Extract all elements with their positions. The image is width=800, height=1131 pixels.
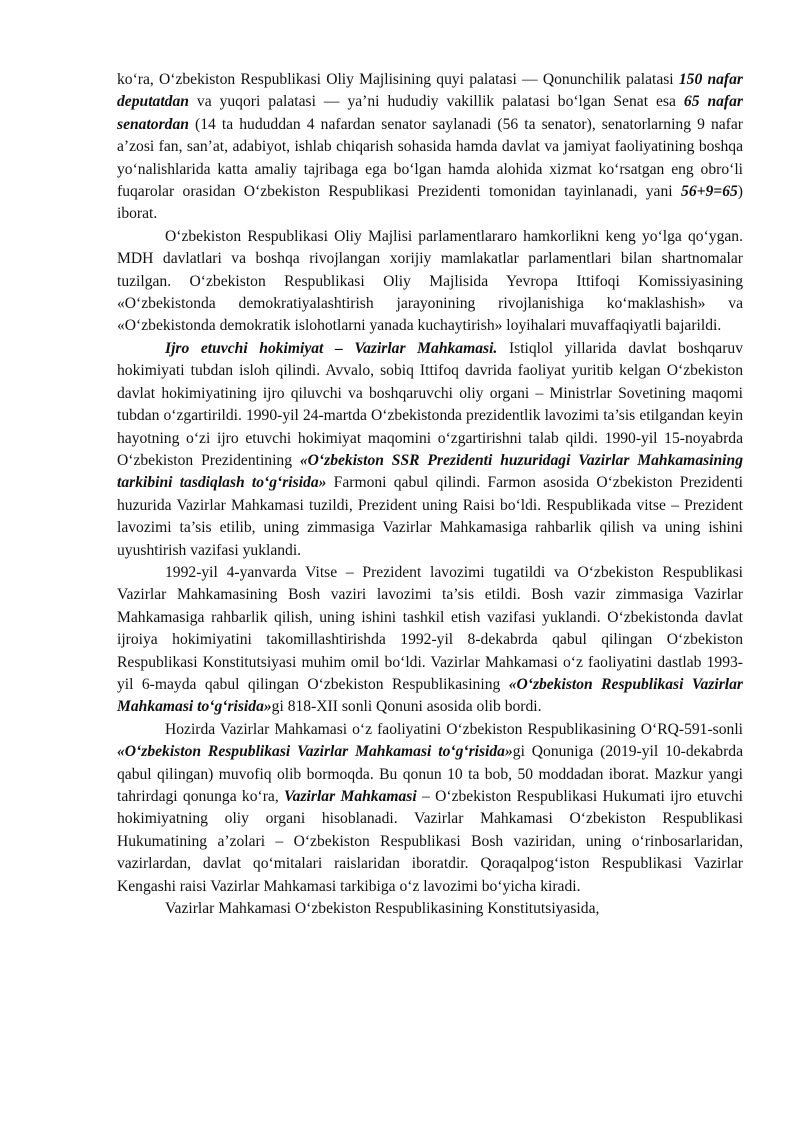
text-run: ko‘ra, O‘zbekiston Respublikasi Oliy Majlisining quyi palatasi — Qonunchilik palatasi: [117, 71, 679, 88]
paragraph-executive-power: [117, 338, 743, 562]
emphasis-law-title: «O‘zbekiston Respublikasi Vazirlar Mahkamasi to‘g‘risida»: [117, 743, 513, 761]
paragraph-continuation: [117, 898, 743, 920]
text-run: 1992-yil 4-yanvarda Vitse – Prezident lavozimi tugatildi va O‘zbekiston Respublikasi Vazirlar Mahkamasining Bosh vaziri lavozimi ta’sis etildi. Bosh vazir zimmasiga Vazirlar Mahkamasiga rahbarlik qilish, uning ishini tashkil etish vazifasi yuklandi. O‘zbekistonda davlat ijroiya hokimiyatini takomillashtirishda 1992-yil 8-dekabrda qabul qilingan O‘zbekiston Respublikasi Konstitutsiyasi muhim omil bo‘ldi. Vazirlar Mahkamasi o‘z faoliyatini dastlab 1993-yil 6-mayda qabul qilingan O‘zbekiston Respublikasining: [117, 563, 743, 693]
emphasis-law-title: «O‘zbekiston Respublikasi Vazirlar Mahkamasi to‘g‘risida»: [117, 675, 743, 716]
text-run: Hozirda Vazirlar Mahkamasi o‘z faoliyatini O‘zbekiston Respublikasining O‘RQ-591-sonli: [165, 720, 743, 738]
text-run: (14 ta hududdan 4 nafardan senator saylanadi (56 ta senator), senatorlarning 9 nafar a’zosi fan, san’at, adabiyot, ishlab chiqarish sohasida hamda davlat va jamiyat faoliyatining boshqa yo‘nalishlarida katta amaliy tajribaga ega bo‘lgan hamda alohida xizmat ko‘rsatgan eng obro‘li fuqarolar orasidan O‘zbekiston Respublikasi Prezidenti tomonidan tayinlanadi, yani: [117, 115, 743, 201]
emphasis-deputies: 150 nafar deputatdan: [117, 71, 743, 111]
text-run: gi Qonuniga (2019-yil 10-dekabrda qabul qilingan) muvofiq olib bormoqda. Bu qonun 10 ta bob, 50 moddadan iborat. Mazkur yangi tahrirdagi qonunga ko‘ra,: [117, 743, 743, 805]
text-run: – O‘zbekiston Respublikasi Hukumati ijro etuvchi hokimiyatning oliy organi hisoblanadi. Vazirlar Mahkamasi O‘zbekiston Respublikasi Hukumatining a’zolari – O‘zbekiston Respublikasi Bosh vaziridan, uning o‘rinbosarlaridan, vazirlardan, davlat qo‘mitalari raislaridan iboratdir. Qoraqalpog‘iston Respublikasi Vazirlar Kengashi raisi Vazirlar Mahkamasi tarkibiga o‘z lavozimi bo‘yicha kiradi.: [117, 788, 743, 895]
text-run: Farmoni qabul qilindi. Farmon asosida O‘zbekiston Prezidenti huzurida Vazirlar Mahkamasi tuzildi, Prezident uning Raisi bo‘ldi. Respublikada vitse – Prezident lavozimi ta’sis etilib, uning zimmasiga Vazirlar Mahkamasiga rahbarlik qilish va uning ishini uyushtirish vazifasi yuklandi.: [117, 474, 743, 559]
document-page: [117, 69, 743, 920]
paragraph-current-law: [117, 719, 743, 898]
text-run: Istiqlol yillarida davlat boshqaruv hokimiyati tubdan isloh qilindi. Avvalo, sobiq Ittifoq davrida faoliyat yuritib kelgan O‘zbekiston davlat hokimiyatining ijro qiluvchi va boshqaruvchi oliy organi – Ministrlar Sovetining maqomi tubdan o‘zgartirildi. 1990-yil 24-martda O‘zbekistonda prezidentlik lavozimi ta’sis etilgandan keyin hayotning o‘zi ijro etuvchi hokimiyat maqomini o‘zgartirishni talab qildi. 1990-yil 15-noyabrda O‘zbekiston Prezidentining: [117, 339, 743, 469]
paragraph-1992-reform: [117, 562, 743, 719]
text-run: Vazirlar Mahkamasi O‘zbekiston Respublikasining Konstitutsiyasida,: [165, 900, 600, 918]
text-run: va yuqori palatasi — ya’ni hududiy vakillik palatasi bo‘lgan Senat esa: [188, 93, 684, 111]
paragraph-parliament-composition: [117, 69, 743, 226]
text-run: O‘zbekiston Respublikasi Oliy Majlisi parlamentlararo hamkorlikni keng yo‘lga qo‘ygan. MDH davlatlari va boshqa rivojlangan xorijiy mamlakatlar parlamentlari bilan shartnomalar tuzilgan. O‘zbekiston Respublikasi Oliy Majlisida Yevropa Ittifoqi Komissiyasining «O‘zbekistonda demokratiyalashtirish jarayonining rivojlanishiga ko‘maklashish» va «O‘zbekistonda demokratik islohotlarni yanada kuchaytirish» loyihalari muvaffaqiyatli bajarildi.: [117, 227, 743, 335]
emphasis-cabinet: Vazirlar Mahkamasi: [284, 788, 417, 805]
emphasis-senators: 65 nafar senatordan: [117, 93, 743, 133]
section-heading-executive: Ijro etuvchi hokimiyat – Vazirlar Mahkamasi.: [165, 339, 498, 357]
text-run: ) iborat.: [117, 183, 743, 223]
text-run: gi 818-XII sonli Qonuni asosida olib bordi.: [271, 698, 542, 716]
emphasis-senator-sum: 56+9=65: [681, 183, 738, 201]
emphasis-decree-title: «O‘zbekiston SSR Prezidenti huzuridagi Vazirlar Mahkamasining tarkibini tasdiqlash to‘g‘risida»: [117, 451, 743, 492]
paragraph-interparliamentary: [117, 226, 743, 338]
